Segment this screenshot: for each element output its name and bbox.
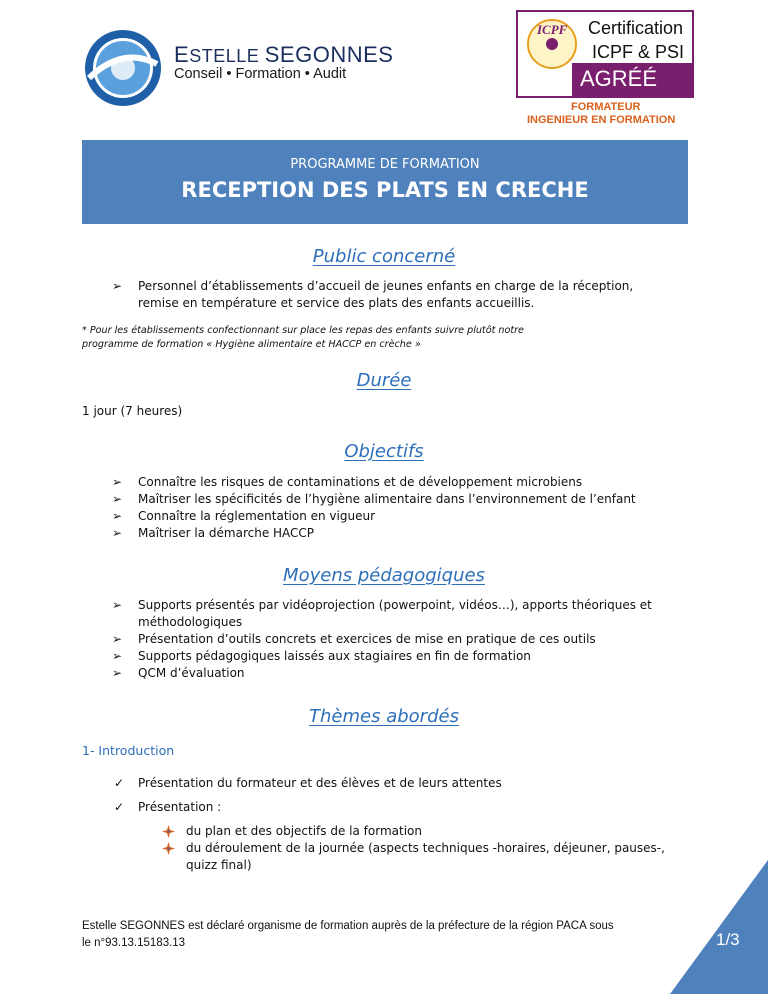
formateur-line2: INGENIEUR EN FORMATION bbox=[527, 114, 676, 126]
arrow-bullet-icon: ➢ bbox=[112, 632, 123, 646]
arrow-bullet-icon: ➢ bbox=[112, 666, 123, 680]
arrow-bullet-icon: ➢ bbox=[112, 526, 123, 540]
duree-text: 1 jour (7 heures) bbox=[82, 404, 183, 418]
cert-line3: AGRÉÉ bbox=[580, 66, 658, 91]
page-number: 1/3 bbox=[716, 930, 740, 949]
brand-name: ESTELLE SEGONNES bbox=[174, 42, 394, 67]
themes-check-item: Présentation : bbox=[138, 800, 222, 814]
themes-subsection-title: 1- Introduction bbox=[82, 743, 175, 758]
diamond-bullet-icon bbox=[162, 825, 175, 838]
cert-line1: Certification bbox=[588, 18, 684, 38]
footer-line1: Estelle SEGONNES est déclaré organisme de formation auprès de la préfecture de la région PACA sous bbox=[82, 920, 614, 932]
heading-public: Public concerné bbox=[312, 246, 456, 267]
objectif-item: Connaître les risques de contaminations et de développement microbiens bbox=[138, 475, 583, 489]
arrow-bullet-icon: ➢ bbox=[112, 279, 123, 293]
checkmark-icon: ✓ bbox=[114, 800, 125, 814]
formateur-line1: FORMATEUR bbox=[571, 101, 641, 113]
heading-duree: Durée bbox=[356, 370, 412, 391]
arrow-bullet-icon: ➢ bbox=[112, 492, 123, 506]
cert-line2: ICPF & PSI bbox=[592, 42, 685, 62]
arrow-bullet-icon: ➢ bbox=[112, 598, 123, 612]
themes-sub-item: du déroulement de la journée (aspects techniques -horaires, déjeuner, pauses-, bbox=[186, 841, 665, 855]
checkmark-icon: ✓ bbox=[114, 776, 125, 790]
heading-themes: Thèmes abordés bbox=[309, 706, 459, 727]
public-note-line1: * Pour les établissements confectionnant sur place les repas des enfants suivre plutôt notre bbox=[82, 325, 524, 336]
public-note-line2: programme de formation « Hygiène alimentaire et HACCP en crèche » bbox=[82, 339, 421, 350]
themes-check-item: Présentation du formateur et des élèves et de leurs attentes bbox=[138, 776, 502, 790]
banner-title: RECEPTION DES PLATS EN CRECHE bbox=[181, 178, 589, 202]
themes-sub-item-cont: quizz final) bbox=[186, 858, 252, 872]
corner-triangle-icon bbox=[670, 860, 768, 994]
arrow-bullet-icon: ➢ bbox=[112, 475, 123, 489]
public-item-line1: Personnel d’établissements d’accueil de jeunes enfants en charge de la réception, bbox=[138, 279, 634, 293]
objectif-item: Connaître la réglementation en vigueur bbox=[138, 509, 375, 523]
company-logo-icon bbox=[83, 28, 163, 108]
banner-subtitle: PROGRAMME DE FORMATION bbox=[290, 157, 480, 172]
arrow-bullet-icon: ➢ bbox=[112, 509, 123, 523]
moyens-item1-line1: Supports présentés par vidéoprojection (powerpoint, vidéos…), apports théoriques et bbox=[138, 598, 652, 612]
objectif-item: Maîtriser les spécificités de l’hygiène alimentaire dans l’environnement de l’enfant bbox=[138, 492, 636, 506]
footer-line2: le n°93.13.15183.13 bbox=[82, 937, 186, 949]
diamond-bullet-icon bbox=[162, 842, 175, 855]
cert-logo-text: ICPF bbox=[537, 22, 568, 37]
arrow-bullet-icon: ➢ bbox=[112, 649, 123, 663]
objectif-item: Maîtriser la démarche HACCP bbox=[138, 526, 315, 540]
brand-tagline: Conseil • Formation • Audit bbox=[174, 66, 347, 82]
moyens-item: Présentation d’outils concrets et exercices de mise en pratique de ces outils bbox=[138, 632, 596, 646]
themes-sub-item: du plan et des objectifs de la formation bbox=[186, 824, 422, 838]
moyens-item: Supports pédagogiques laissés aux stagiaires en fin de formation bbox=[138, 649, 531, 663]
public-item-line2: remise en température et service des plats des enfants accueillis. bbox=[138, 296, 535, 310]
moyens-item1-line2: méthodologiques bbox=[138, 615, 243, 629]
heading-moyens: Moyens pédagogiques bbox=[283, 565, 485, 586]
heading-objectifs: Objectifs bbox=[344, 441, 424, 462]
moyens-item: QCM d’évaluation bbox=[138, 666, 245, 680]
